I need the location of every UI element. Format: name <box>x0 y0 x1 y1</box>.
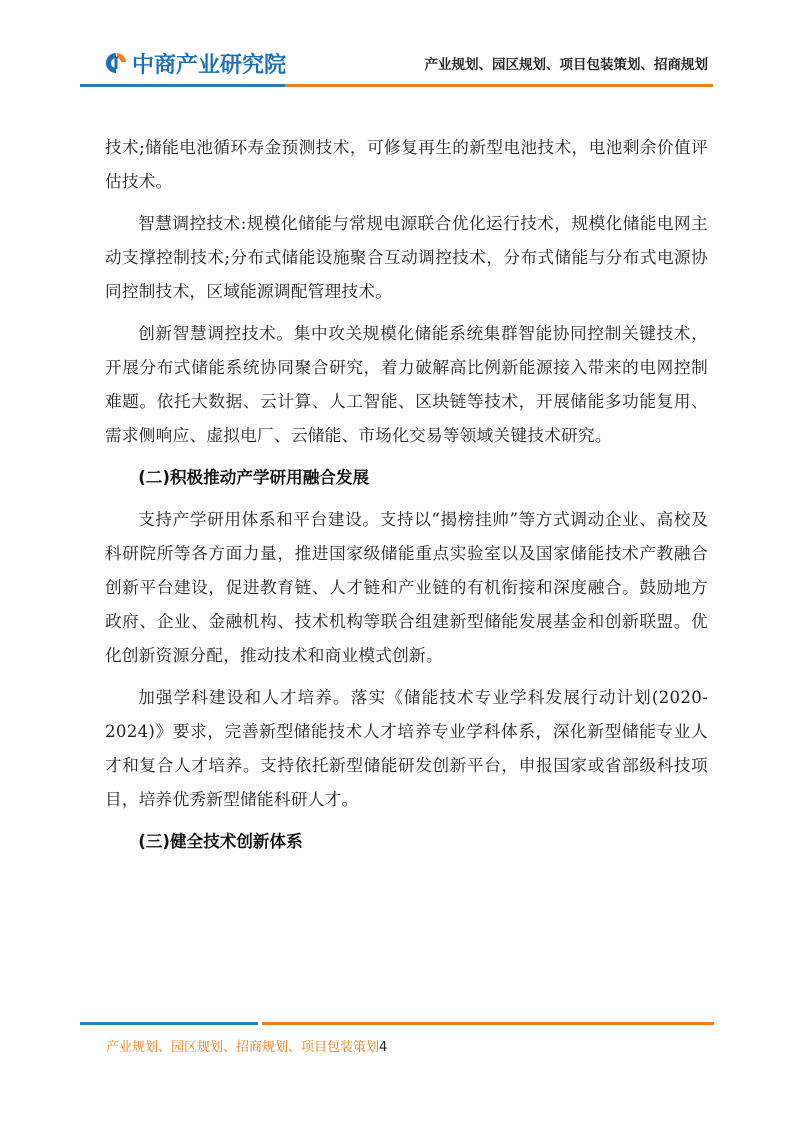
logo-icon <box>104 51 128 75</box>
header-rule-blue <box>80 84 285 87</box>
page-footer <box>106 1036 387 1055</box>
footer-rule-orange <box>262 1022 714 1025</box>
header-rule-orange <box>285 84 713 87</box>
paragraph-5: 加强学科建设和人才培养。落实《储能技术专业学科发展行动计划(2020-2024)》要求，完善新型储能技术人才培养专业学科体系，深化新型储能专业人才和复合人才培养。支持依托新型储能研发创新平台，申报国家或省部级科技项目，培养优秀新型储能科研人才。 <box>105 688 708 809</box>
footer-text: 产业规划、园区规划、招商规划、项目包装策划 <box>106 1040 380 1055</box>
logo <box>104 48 286 78</box>
paragraph-4: 支持产学研用体系和平台建设。支持以“揭榜挂帅”等方式调动企业、高校及科研院所等各方面力量，推进国家级储能重点实验室以及国家储能技术产教融合创新平台建设，促进教育链、人才链和产业链的有机衔接和深度融合。鼓励地方政府、企业、金融机构、技术机构等联合组建新型储能发展基金和创新联盟。优化创新资源分配，推动技术和商业模式创新。 <box>105 510 708 665</box>
paragraph-1: 技术;储能电池循环寿金预测技术，可修复再生的新型电池技术，电池剩余价值评估技术。 <box>105 138 708 191</box>
footer-rule-blue <box>80 1022 258 1025</box>
page-number: 4 <box>379 1040 388 1055</box>
paragraph-2: 智慧调控技术:规模化储能与常规电源联合优化运行技术，规模化储能电网主动支撑控制技术;分布式储能设施聚合互动调控技术，分布式储能与分布式电源协同控制技术，区域能源调配管理技术。 <box>105 214 708 301</box>
page-header <box>0 0 793 100</box>
paragraph-3: 创新智慧调控技术。集中攻关规模化储能系统集群智能协同控制关键技术，开展分布式储能系统协同聚合研究，着力破解高比例新能源接入带来的电网控制难题。依托大数据、云计算、人工智能、区块链等技术，开展储能多功能复用、需求侧响应、虚拟电厂、云储能、市场化交易等领域关键技术研究。 <box>105 324 708 445</box>
header-tagline: 产业规划、园区规划、项目包装策划、招商规划 <box>424 57 708 73</box>
section-heading-2: (二)积极推动产学研用融合发展 <box>138 468 370 487</box>
logo-text: 中商产业研究院 <box>132 52 287 78</box>
page-body <box>105 131 708 867</box>
section-heading-3: (三)健全技术创新体系 <box>138 832 303 851</box>
